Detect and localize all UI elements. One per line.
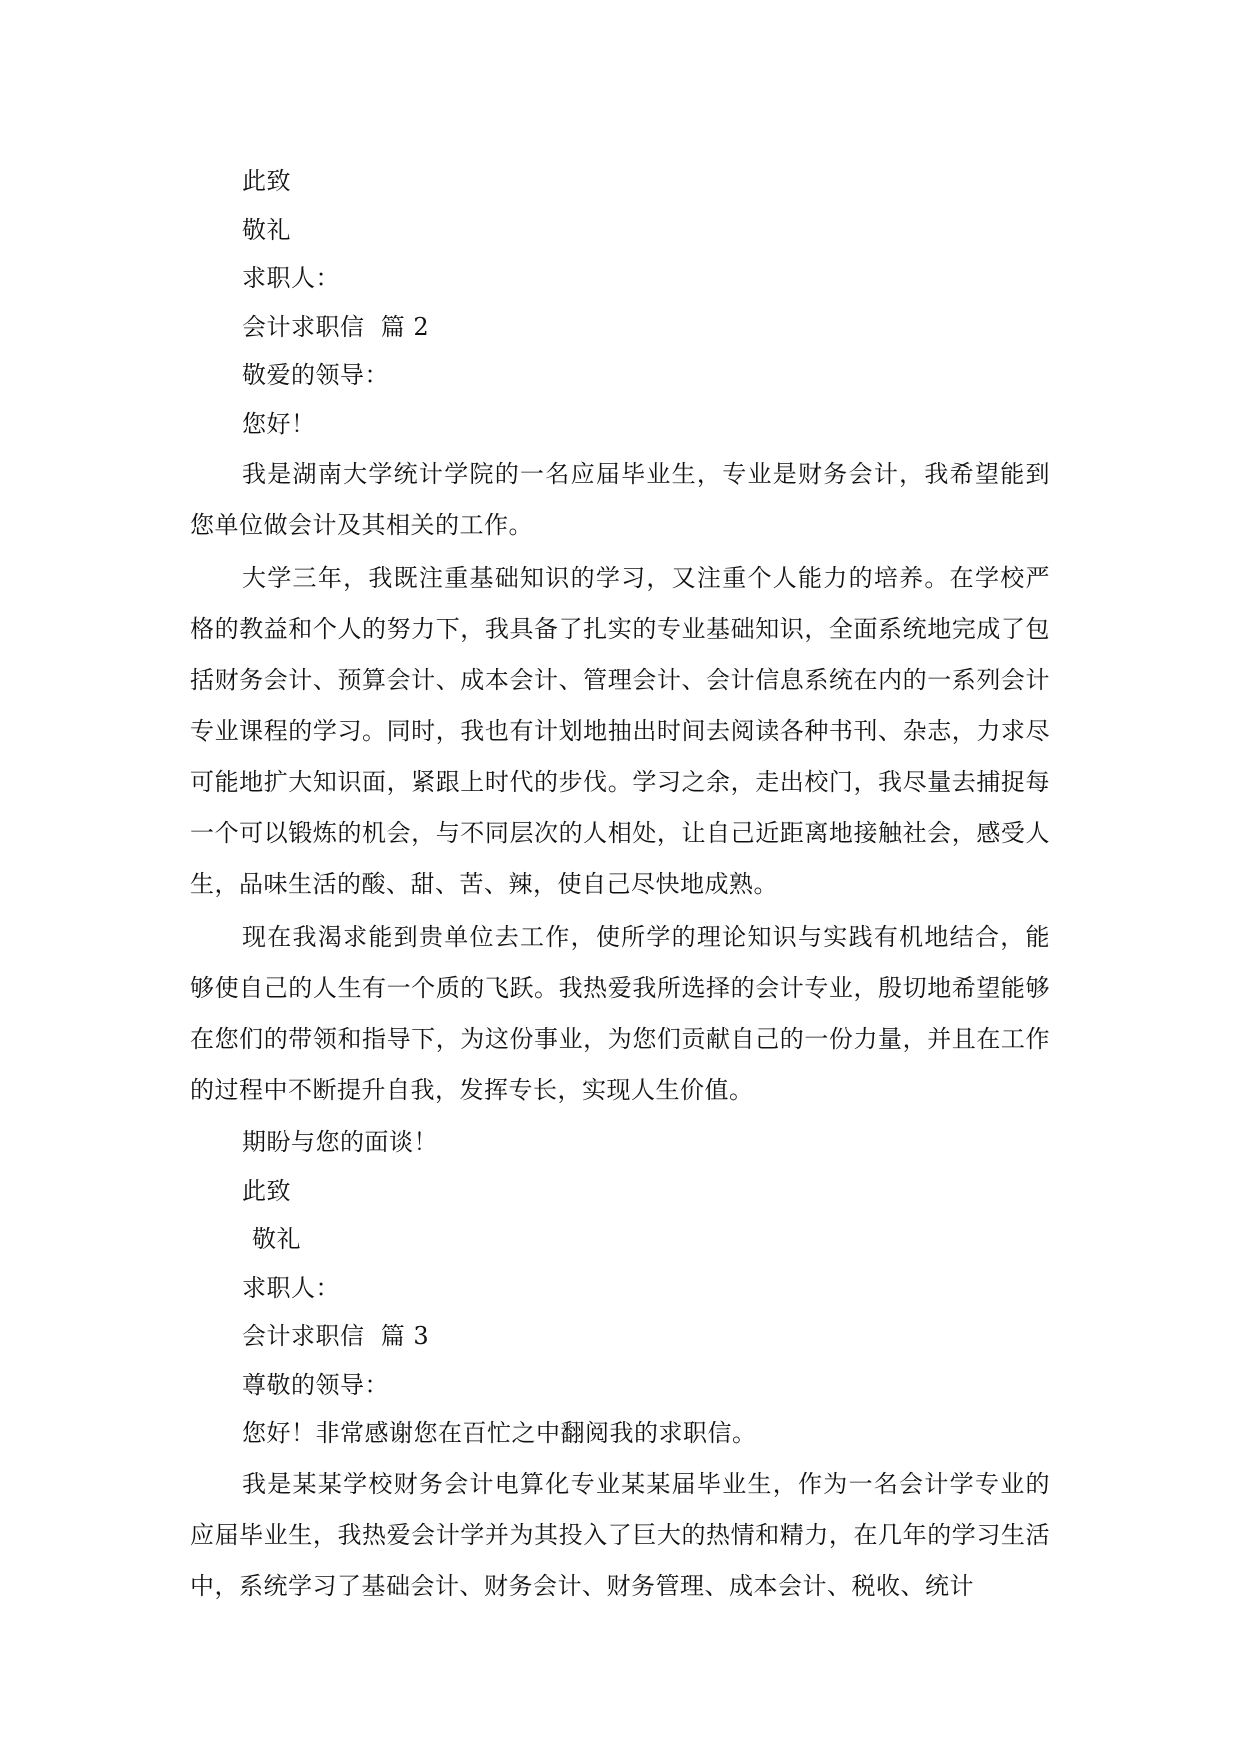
hello-text: 您好！ [242, 409, 316, 438]
greeting-text: 尊敬的领导： [242, 1370, 389, 1399]
body-paragraph: 我是湖南大学统计学院的一名应届毕业生，专业是财务会计，我希望能到您单位做会计及其相关的工作。 [190, 460, 1050, 539]
signature-text: 求职人： [242, 264, 340, 292]
closing-text: 此致 [242, 167, 291, 195]
body-paragraph: 我是某某学校财务会计电算化专业某某届毕业生，作为一名会计学专业的应届毕业生，我热爱会计学并为其投入了巨大的热情和精力，在几年的学习生活中，系统学习了基础会计、财务会计、财务管理、成本会计、税收、统计 [190, 1469, 1050, 1600]
letter-body [190, 157, 1050, 1612]
salute-text: 敬礼 [242, 215, 291, 244]
body-paragraph: 大学三年，我既注重基础知识的学习，又注重个人能力的培养。在学校严格的教益和个人的努力下，我具备了扎实的专业基础知识，全面系统地完成了包括财务会计、预算会计、成本会计、管理会计、会计信息系统在内的一系列会计专业课程的学习。同时，我也有计划地抽出时间去阅读各种书刊、杂志，力求尽可能地扩大知识面，紧跟上时代的步伐。学习之余，走出校门，我尽量去捕捉每一个可以锻炼的机会，与不同层次的人相处，让自己近距离地接触社会，感受人生，品味生活的酸、甜、苦、辣，使自己尽快地成熟。 [190, 564, 1050, 898]
greeting-text: 敬爱的领导： [242, 361, 389, 389]
section-heading: 会计求职信 篇 2 [242, 312, 430, 341]
salute-text: 敬礼 [252, 1225, 301, 1253]
hello-text: 您好！非常感谢您在百忙之中翻阅我的求职信。 [242, 1419, 757, 1447]
body-paragraph: 现在我渴求能到贵单位去工作，使所学的理论知识与实践有机地结合，能够使自己的人生有一个质的飞跃。我热爱我所选择的会计专业，殷切地希望能够在您们的带领和指导下，为这份事业，为您们贡献自己的一份力量，并且在工作的过程中不断提升自我，发挥专长，实现人生价值。 [190, 923, 1050, 1104]
expect-text: 期盼与您的面谈！ [242, 1128, 438, 1156]
section-heading: 会计求职信 篇 3 [242, 1322, 430, 1350]
closing-text: 此致 [242, 1176, 291, 1205]
signature-text: 求职人： [242, 1273, 340, 1302]
